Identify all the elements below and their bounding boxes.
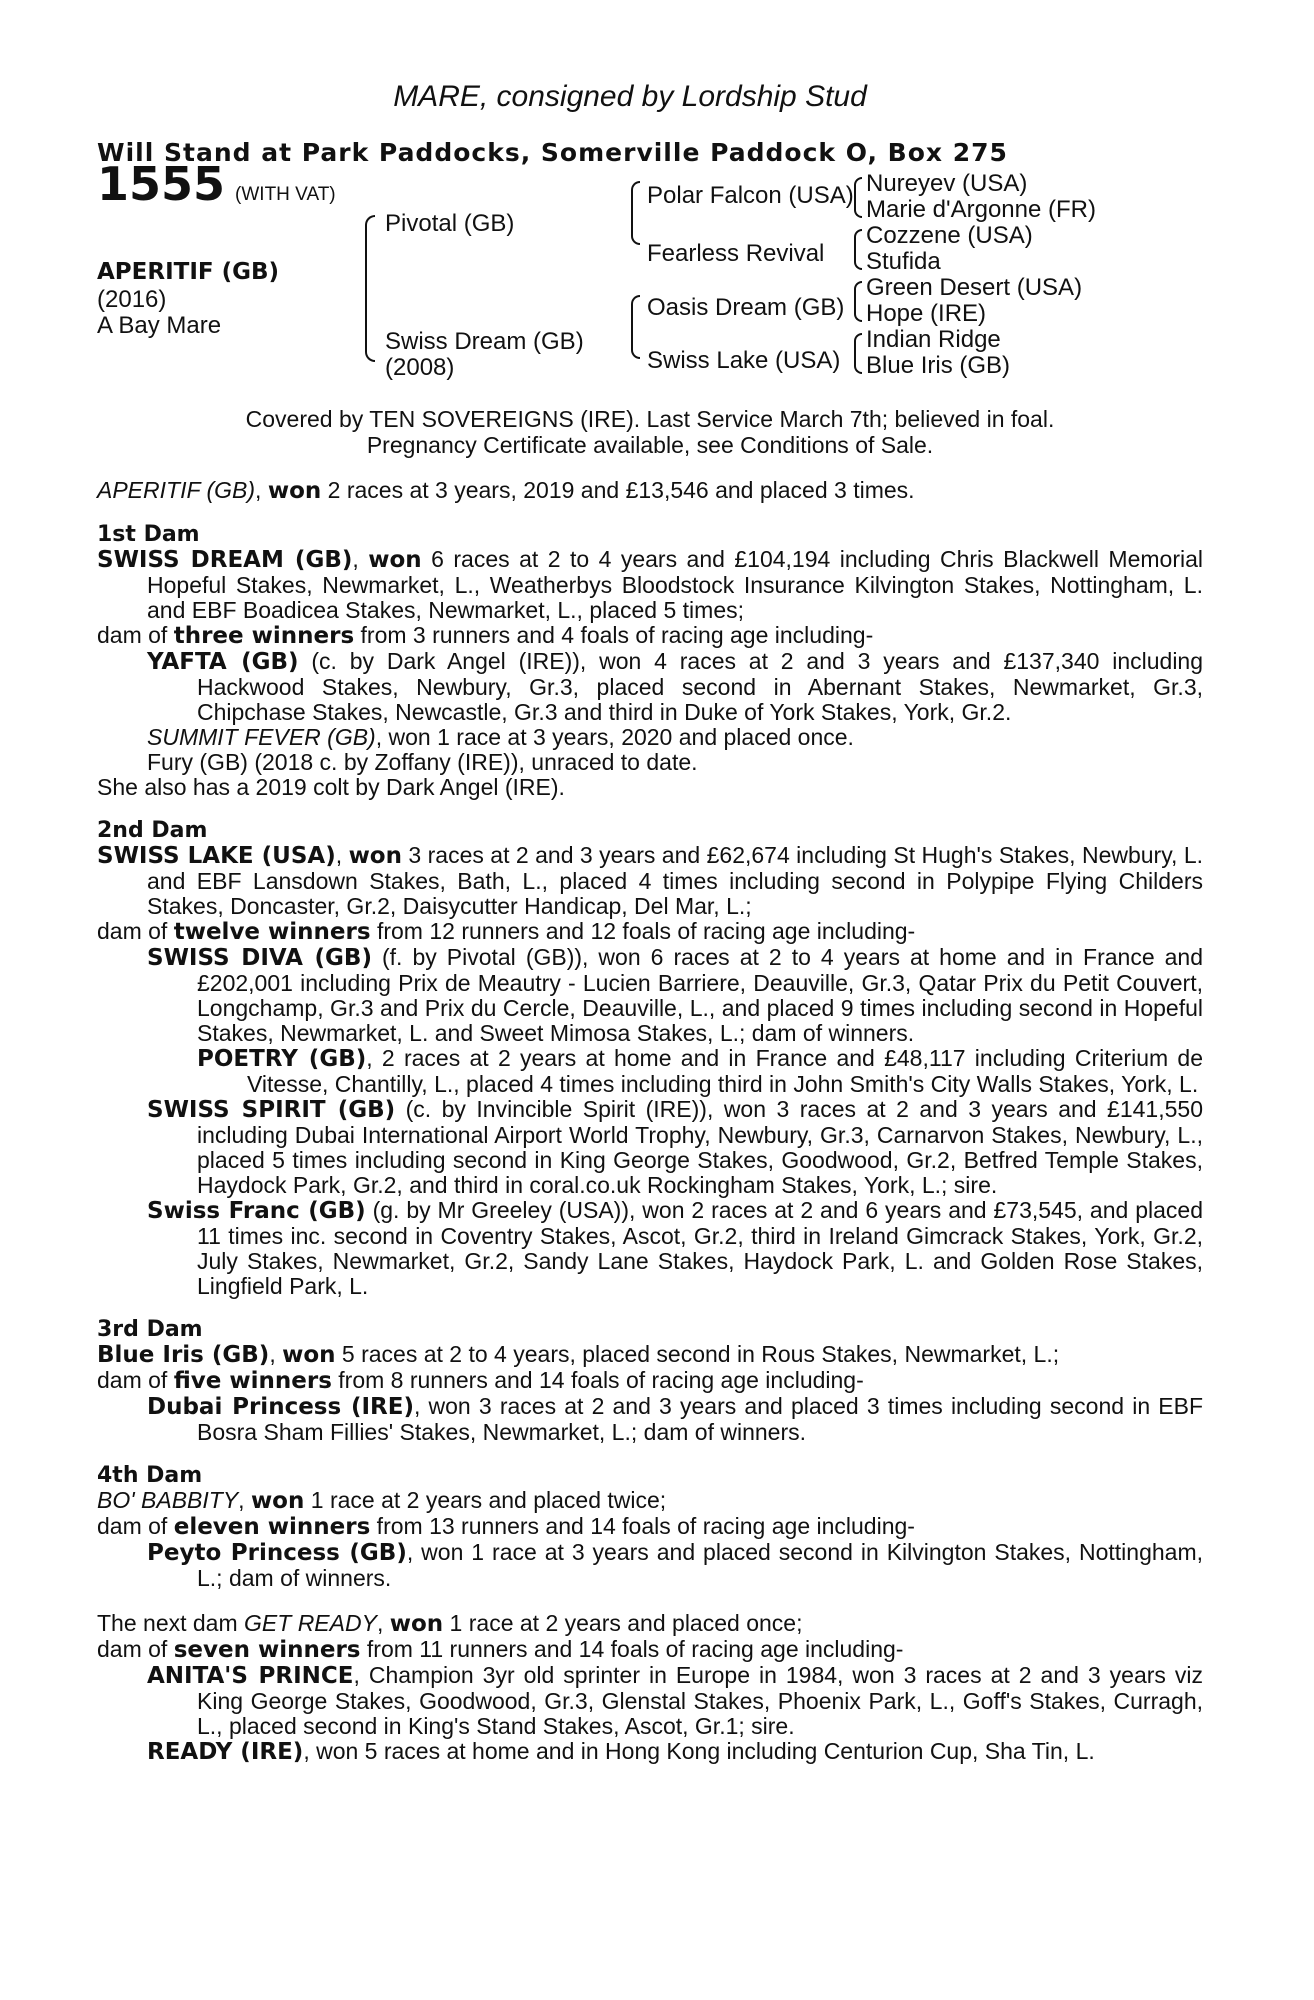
lot-line [97, 157, 336, 211]
nextdam-damof-pre: dam of [97, 1636, 174, 1662]
bracket-sire [631, 181, 640, 245]
catalogue-page [97, 80, 1203, 1765]
yafta-name: YAFTA (GB) [147, 649, 299, 675]
diva-name: SWISS DIVA (GB) [147, 945, 372, 971]
dam4-damof-post: from 13 runners and 14 foals of racing age including- [370, 1513, 915, 1539]
dam3-damof-post: from 8 runners and 14 foals of racing age including- [331, 1367, 864, 1393]
fury-line: Fury (GB) (2018 c. by Zoffany (IRE)), unraced to date. [147, 749, 698, 775]
poetry-text: , 2 races at 2 years at home and in France and £48,117 including Criterium de Vitesse, Chantilly, L., placed 4 times including third in John Smith's City Walls Stakes, York, L. [247, 1045, 1203, 1097]
dam1-damof-pre: dam of [97, 622, 174, 648]
dam4-won: won [250, 1488, 305, 1514]
dam2-damof-post: from 12 runners and 12 foals of racing age including- [370, 918, 916, 944]
gen3-dds: Indian Ridge [866, 326, 1001, 353]
franc-name: Swiss Franc (GB) [147, 1198, 366, 1224]
diva-text: (f. by Pivotal (GB)), won 6 races at 2 to 4 years at home and in France and £202,001 including Prix de Meautry - Lucien Barriere, Deauville, Gr.3, Qatar Prix du Petit Couvert, Longchamp, Gr.3 and Prix du Cercle, Deauville, L., and placed 9 times including second in Hopeful Stakes, Newmarket, L. and Sweet Mimosa Stakes, L.; dam of winners. [197, 944, 1203, 1046]
first-dam-heading: 1st Dam [97, 522, 200, 547]
spirit-name: SWISS SPIRIT (GB) [147, 1097, 396, 1123]
fourth-dam-section: BO' BABBITY, won 1 race at 2 years and placed twice; dam of eleven winners from 13 runners and 14 foals of racing age including- Peyto Princess (GB), won 1 race at 3 years and placed second in Kilvington Stakes, Nottingham, L.; dam of winners. [97, 1487, 1204, 1591]
dam1-won: won [368, 547, 422, 573]
intro-won: won [267, 478, 322, 504]
dam4-name: BO' BABBITY [97, 1487, 239, 1513]
bracket-gen1 [365, 215, 375, 362]
dam-year: (2008) [385, 354, 455, 381]
dam2-damof-pre: dam of [97, 918, 174, 944]
ready-name: READY (IRE) [147, 1739, 304, 1765]
covered-note: Covered by TEN SOVEREIGNS (IRE). Last Service March 7th; believed in foal. [245, 406, 1055, 432]
nextdam-won: won [389, 1611, 444, 1637]
franc-text: (g. by Mr Greeley (USA)), won 2 races at 2 and 6 years and £73,545, and placed 11 times inc. second in Coventry Stakes, Ascot, Gr.2, third in Ireland Gimcrack Stakes, York, Gr.2, July Stakes, Newmarket, Gr.2, Sandy Lane Stakes, Haydock Park, L. and Golden Rose Stakes, Lingfield Park, L. [197, 1197, 1203, 1299]
intro-text: 2 races at 3 years, 2019 and £13,546 and placed 3 times. [321, 477, 915, 503]
dam3-name: Blue Iris (GB) [97, 1342, 270, 1368]
dam4-damof-pre: dam of [97, 1513, 174, 1539]
sire-dam: Fearless Revival [647, 240, 825, 267]
stand-location: Will Stand at Park Paddocks, Somerville Paddock O, Box 275 [97, 138, 1008, 167]
summit-name: SUMMIT FEVER (GB) [147, 724, 376, 750]
sire-name: Pivotal (GB) [385, 210, 515, 237]
dam2-winners: twelve winners [173, 919, 371, 945]
dam4-winners: eleven winners [173, 1514, 371, 1540]
fourth-dam-heading: 4th Dam [97, 1463, 203, 1488]
dubai-name: Dubai Princess (IRE) [147, 1394, 414, 1420]
lot-number: 1555 [97, 157, 226, 211]
also-line: She also has a 2019 colt by Dark Angel (IRE). [97, 774, 565, 800]
dam2-won: won [348, 843, 402, 869]
nextdam-damof-post: from 11 runners and 14 foals of racing age including- [360, 1636, 904, 1662]
bracket-dd [854, 333, 862, 374]
dam1-damof-post: from 3 runners and 4 foals of racing age including- [354, 622, 874, 648]
dam2-text: 3 races at 2 and 3 years and £62,674 including St Hugh's Stakes, Newbury, L. and EBF Lansdown Stakes, Bath, L., placed 4 times including second in Polypipe Flying Childers Stakes, Doncaster, Gr.2, Daisycutter Handicap, Del Mar, L.; [147, 842, 1204, 919]
horse-description: A Bay Mare [97, 312, 222, 339]
gen3-ddd: Blue Iris (GB) [866, 352, 1011, 379]
horse-name: APERITIF (GB) [97, 259, 280, 285]
bracket-ds [854, 281, 862, 322]
dam1-text: 6 races at 2 to 4 years and £104,194 including Chris Blackwell Memorial Hopeful Stakes, Newmarket, L., Weatherbys Bloodstock Insurance Kilvington Stakes, Nottingham, L. and EBF Boadicea Stakes, Newmarket, L., placed 5 times; [147, 546, 1204, 623]
anita-text: , Champion 3yr old sprinter in Europe in 1984, won 3 races at 2 and 3 years viz King George Stakes, Goodwood, Gr.3, Glenstal Stakes, Phoenix Park, L., Goff's Stakes, Curragh, L., placed second in King's Stand Stakes, Ascot, Gr.1; sire. [197, 1662, 1203, 1739]
summit-text: , won 1 race at 3 years, 2020 and placed once. [375, 724, 854, 750]
gen3-dsd: Hope (IRE) [866, 300, 987, 327]
peyto-name: Peyto Princess (GB) [147, 1540, 407, 1566]
yafta-text: (c. by Dark Angel (IRE)), won 4 races at 2 and 3 years and £137,340 including Hackwood Stakes, Newbury, Gr.3, placed second in Abernant Stakes, Newmarket, Gr.3, Chipchase Stakes, Newcastle, Gr.3 and third in Duke of York Stakes, York, Gr.2. [197, 648, 1204, 725]
dam1-name: SWISS DREAM (GB) [97, 547, 353, 573]
next-dam-section: The next dam GET READY, won 1 race at 2 years and placed once; dam of seven winners from 11 runners and 14 foals of racing age including- ANITA'S PRINCE, Champion 3yr old sprinter in Europe in 1984, won 3 races at 2 and 3 years viz King George Stakes, Goodwood, Gr.3, Glenstal Stakes, Phoenix Park, L., Goff's Stakes, Curragh, L., placed second in King's Stand Stakes, Ascot, Gr.1; sire. READY (IRE), won 5 races at home and in Hong Kong including Centurion Cup, Sha Tin, L. [97, 1610, 1203, 1765]
pedigree-table [97, 157, 1203, 406]
gen3-sds: Cozzene (USA) [866, 222, 1033, 249]
consignor-title: MARE, consigned by Lordship Stud [393, 80, 867, 113]
ready-text: , won 5 races at home and in Hong Kong including Centurion Cup, Sha Tin, L. [303, 1738, 1095, 1764]
dam-dam: Swiss Lake (USA) [647, 347, 841, 374]
intro-name: APERITIF (GB) [97, 477, 256, 503]
third-dam-heading: 3rd Dam [97, 1317, 203, 1342]
bracket-ss [854, 177, 862, 218]
gen3-ssd: Marie d'Argonne (FR) [866, 196, 1096, 223]
dam3-damof-pre: dam of [97, 1367, 174, 1393]
third-dam-section: Blue Iris (GB), won 5 races at 2 to 4 years, placed second in Rous Stakes, Newmarket, L.; dam of five winners from 8 runners and 14 foals of racing age including- Dubai Princess (IRE), won 3 races at 2 and 3 years and placed 3 times including second in EBF Bosra Sham Fillies' Stakes, Newmarket, L.; dam of winners. [97, 1341, 1204, 1445]
nextdam-text: 1 race at 2 years and placed once; [443, 1610, 803, 1636]
spirit-text: (c. by Invincible Spirit (IRE)), won 3 races at 2 and 3 years and £141,550 including Dubai International Airport World Trophy, Newbury, Gr.3, Carnarvon Stakes, Newbury, L., placed 5 times including second in King George Stakes, Goodwood, Gr.2, Betfred Temple Stakes, Haydock Park, Gr.2, and third in coral.co.uk Rockingham Stakes, York, L.; sire. [197, 1096, 1203, 1198]
gen3-dss: Green Desert (USA) [866, 274, 1083, 301]
second-dam-heading: 2nd Dam [97, 818, 208, 843]
dam3-winners: five winners [173, 1368, 332, 1394]
dam1-winners: three winners [173, 623, 355, 649]
gen3-sdd: Stufida [866, 248, 941, 275]
dam3-text: 5 races at 2 to 4 years, placed second in Rous Stakes, Newmarket, L.; [335, 1341, 1060, 1367]
nextdam-name: GET READY [244, 1610, 377, 1636]
dam2-name: SWISS LAKE (USA) [97, 843, 336, 869]
dam4-text: 1 race at 2 years and placed twice; [304, 1487, 667, 1513]
dam-name: Swiss Dream (GB) [385, 328, 584, 355]
dubai-text: , won 3 races at 2 and 3 years and placed 3 times including second in EBF Bosra Sham Fillies' Stakes, Newmarket, L.; dam of winners. [197, 1393, 1204, 1445]
sire-sire: Polar Falcon (USA) [647, 182, 854, 209]
anita-name: ANITA'S PRINCE [147, 1663, 354, 1689]
gen3-sss: Nureyev (USA) [866, 170, 1028, 197]
horse-year: (2016) [97, 286, 167, 313]
certificate-note: Pregnancy Certificate available, see Conditions of Sale. [366, 432, 934, 458]
vat-note: (WITH VAT) [235, 184, 336, 205]
second-dam-section: SWISS LAKE (USA), won 3 races at 2 and 3 years and £62,674 including St Hugh's Stakes, Newbury, L. and EBF Lansdown Stakes, Bath, L., placed 4 times including second in Polypipe Flying Childers Stakes, Doncaster, Gr.2, Daisycutter Handicap, Del Mar, L.; dam of twelve winners from 12 runners and 12 foals of racing age including- SWISS DIVA (GB) (f. by Pivotal (GB)), won 6 races at 2 to 4 years at home and in France and £202,001 including Prix de Meautry - Lucien Barriere, Deauville, Gr.3, Qatar Prix du Petit Couvert, Longchamp, Gr.3 and Prix du Cercle, Deauville, L., and placed 9 times including second in Hopeful Stakes, Newmarket, L. and Sweet Mimosa Stakes, L.; dam of winners. POETRY (GB), 2 races at 2 years at home and in France and £48,117 including Criterium de Vitesse, Chantilly, L., placed 4 times including third in John Smith's City Walls Stakes, York, L. SWISS SPIRIT (GB) (c. by Invincible Spirit (IRE)), won 3 races at 2 and 3 years and £141,550 including Dubai International Airport World Trophy, Newbury, Gr.3, Carnarvon Stakes, Newbury, L., placed 5 times including second in King George Stakes, Goodwood, Gr.2, Betfred Temple Stakes, Haydock Park, Gr.2, and third in coral.co.uk Rockingham Stakes, York, L.; sire. Swiss Franc (GB) (g. by Mr Greeley (USA)), won 2 races at 2 and 6 years and £73,545, and placed 11 times inc. second in Coventry Stakes, Ascot, Gr.2, third in Ireland Gimcrack Stakes, York, Gr.2, July Stakes, Newmarket, Gr.2, Sandy Lane Stakes, Haydock Park, L. and Golden Rose Stakes, Lingfield Park, L. [97, 842, 1204, 1299]
bracket-dam [631, 295, 640, 359]
first-dam-section: SWISS DREAM (GB), won 6 races at 2 to 4 years and £104,194 including Chris Blackwell Memorial Hopeful Stakes, Newmarket, L., Weatherbys Bloodstock Insurance Kilvington Stakes, Nottingham, L. and EBF Boadicea Stakes, Newmarket, L., placed 5 times; dam of three winners from 3 runners and 4 foals of racing age including- YAFTA (GB) (c. by Dark Angel (IRE)), won 4 races at 2 and 3 years and £137,340 including Hackwood Stakes, Newbury, Gr.3, placed second in Abernant Stakes, Newmarket, Gr.3, Chipchase Stakes, Newcastle, Gr.3 and third in Duke of York Stakes, York, Gr.2. SUMMIT FEVER (GB), won 1 race at 3 years, 2020 and placed once. Fury (GB) (2018 c. by Zoffany (IRE)), unraced to date. She also has a 2019 colt by Dark Angel (IRE). [97, 546, 1204, 800]
nextdam-pre: The next dam [97, 1610, 245, 1636]
intro-paragraph: APERITIF (GB), won 2 races at 3 years, 2019 and £13,546 and placed 3 times. [97, 477, 915, 504]
nextdam-winners: seven winners [173, 1637, 361, 1663]
dam-sire: Oasis Dream (GB) [647, 294, 845, 321]
peyto-text: , won 1 race at 3 years and placed second in Kilvington Stakes, Nottingham, L.; dam of winners. [197, 1539, 1204, 1591]
dam3-won: won [282, 1342, 336, 1368]
bracket-sd [854, 229, 862, 270]
poetry-name: POETRY (GB) [197, 1046, 367, 1072]
